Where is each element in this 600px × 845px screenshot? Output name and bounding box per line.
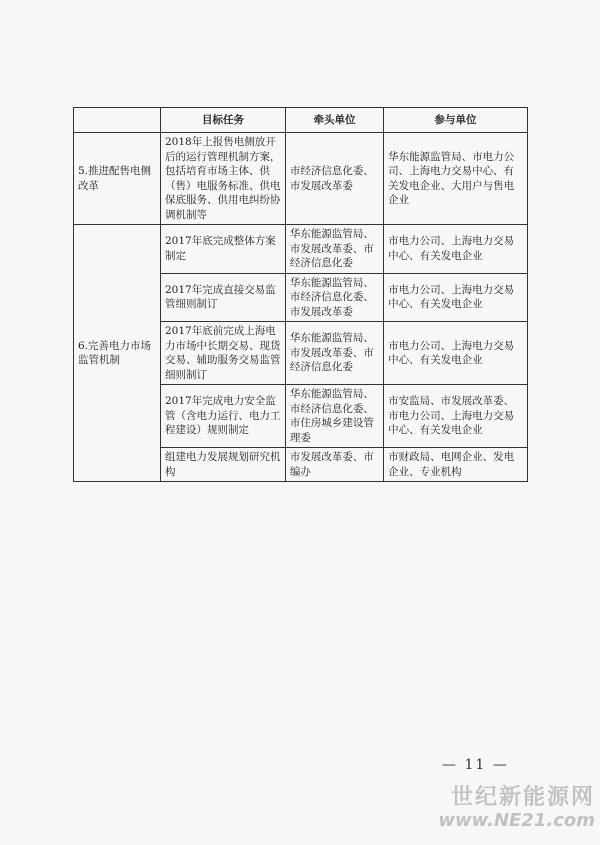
task-table [73,107,528,482]
watermark-url-text: www.NE21.com [438,810,595,831]
task-cell: 2017年完成直接交易监管细则制订 [161,273,286,322]
header-category [74,108,161,133]
table-row [74,133,528,225]
task-cell: 组建电力发展规划研究机构 [161,448,286,482]
task-cell: 2018年上报售电侧放开后的运行管理机制方案，包括培育市场主体、供（售）电服务标准、供电保底服务、供用电纠纷协调机制等 [161,133,286,225]
lead-unit-cell: 华东能源监管局、市经济信息化委、市住房城乡建设管理委 [285,385,383,448]
participants-cell: 市电力公司、上海电力交易中心、有关发电企业 [384,225,528,274]
participants-cell: 市安监局、市发展改革委、市电力公司、上海电力交易中心、有关发电企业 [384,385,528,448]
lead-unit-cell: 华东能源监管局、市经济信息化委、市发展改革委 [285,273,383,322]
task-cell: 2017年底完成整体方案制定 [161,225,286,274]
lead-unit-cell: 市发展改革委、市编办 [285,448,383,482]
category-cell: 6.完善电力市场监管机制 [74,225,161,482]
category-cell: 5.推进配售电侧改革 [74,133,161,225]
page-number: — 11 — [442,757,509,773]
participants-cell: 市财政局、电网企业、发电企业、专业机构 [384,448,528,482]
header-lead-unit: 牵头单位 [285,108,383,133]
task-cell: 2017年完成电力安全监管（含电力运行、电力工程建设）规则制定 [161,385,286,448]
header-participating-units: 参与单位 [384,108,528,133]
table-header-row [74,108,528,133]
table-row [74,225,528,274]
participants-cell: 市电力公司、上海电力交易中心、有关发电企业 [384,322,528,385]
watermark-cn-text: 世纪新能源网 [450,785,595,810]
participants-cell: 市电力公司、上海电力交易中心、有关发电企业 [384,273,528,322]
participants-cell: 华东能源监管局、市电力公司、上海电力交易中心、有关发电企业、大用户与售电企业 [384,133,528,225]
lead-unit-cell: 市经济信息化委、市发展改革委 [285,133,383,225]
task-cell: 2017年底前完成上海电力市场中长期交易、现货交易、辅助服务交易监管细则制订 [161,322,286,385]
site-watermark [405,785,595,831]
header-target-task: 目标任务 [161,108,286,133]
lead-unit-cell: 华东能源监管局、市发展改革委、市经济信息化委 [285,225,383,274]
lead-unit-cell: 华东能源监管局、市发展改革委、市经济信息化委 [285,322,383,385]
